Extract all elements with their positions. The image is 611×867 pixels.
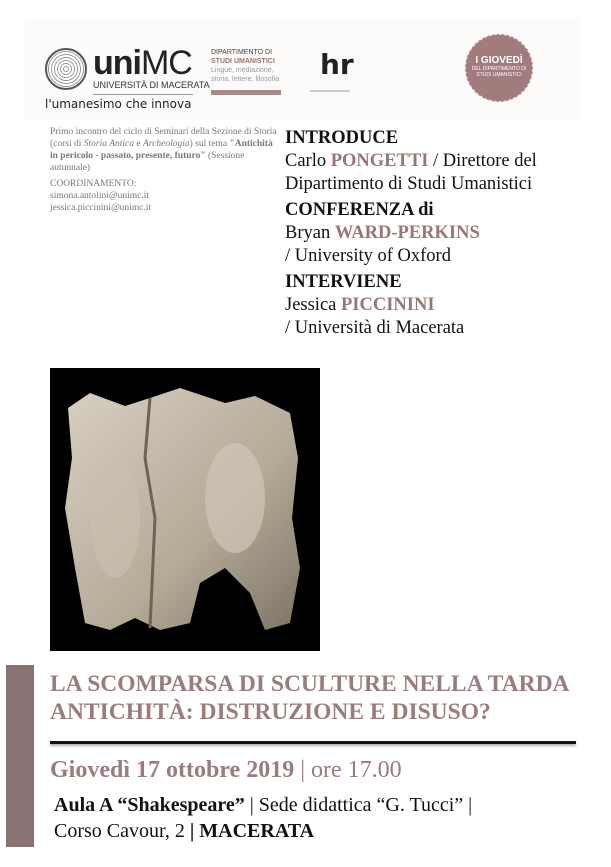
speaker: Carlo PONGETTI / Direttore del Dipartimento di Studi Umanistici [285, 151, 537, 194]
divider [93, 94, 193, 95]
motto: l'umanesimo che innova [45, 97, 192, 111]
event-address: Corso Cavour, 2 | MACERATA [54, 820, 315, 842]
department-bar [211, 90, 281, 95]
speakers [285, 124, 611, 340]
event-venue: Aula A “Shakespeare” | Sede didattica “G. Tucci” | [54, 794, 473, 816]
coordination-label: COORDINAMENTO: [50, 179, 137, 189]
intro-text: Primo incontro del ciclo di Seminari della Sezione di Storia (corsi di Storia Antica e Archeologia) sul tema "Antichità in pericolo - passato, presente, futuro" (Sessione autunnale) COORDINAMENTO: simona.antolini@unimc.it jessica.piccinini@unimc.it [50, 126, 280, 214]
hr-logo: hr [320, 48, 354, 81]
department-logo: DIPARTIMENTO DI STUDI UMANISTICI Lingue, mediazione, storia, lettere, filosofia [211, 49, 280, 83]
speaker-role: INTERVIENE [285, 272, 402, 292]
divider [50, 741, 576, 744]
speaker-affiliation: / Università di Macerata [285, 318, 465, 338]
university-seal-icon [45, 48, 87, 90]
email-link[interactable]: jessica.piccinini@unimc.it [50, 203, 152, 213]
speaker: Bryan WARD-PERKINS [285, 223, 480, 243]
giovedi-tag-logo: I GIOVEDÌ DEL DIPARTIMENTO DI STUDI UMANISTICI [465, 34, 533, 102]
speaker: Jessica PICCININI [285, 295, 435, 315]
logo-header [25, 18, 580, 120]
email-link[interactable]: simona.antolini@unimc.it [50, 191, 149, 201]
speaker-role: CONFERENZA di [285, 200, 434, 220]
event-title: LA SCOMPARSA DI SCULTURE NELLA TARDA ANTICHITÀ: DISTRUZIONE E DISUSO? [50, 671, 569, 725]
hr-logo-caption [310, 90, 350, 92]
university-name: UNIVERSITÀ DI MACERATA [93, 80, 210, 90]
accent-sidebar [6, 665, 34, 847]
event-datetime: Giovedì 17 ottobre 2019 | ore 17.00 [50, 757, 402, 783]
sculpture-photo [50, 368, 320, 651]
unimc-logo: uniMC [93, 44, 192, 82]
speaker-affiliation: / University of Oxford [285, 246, 451, 266]
speaker-role: INTRODUCE [285, 128, 399, 148]
